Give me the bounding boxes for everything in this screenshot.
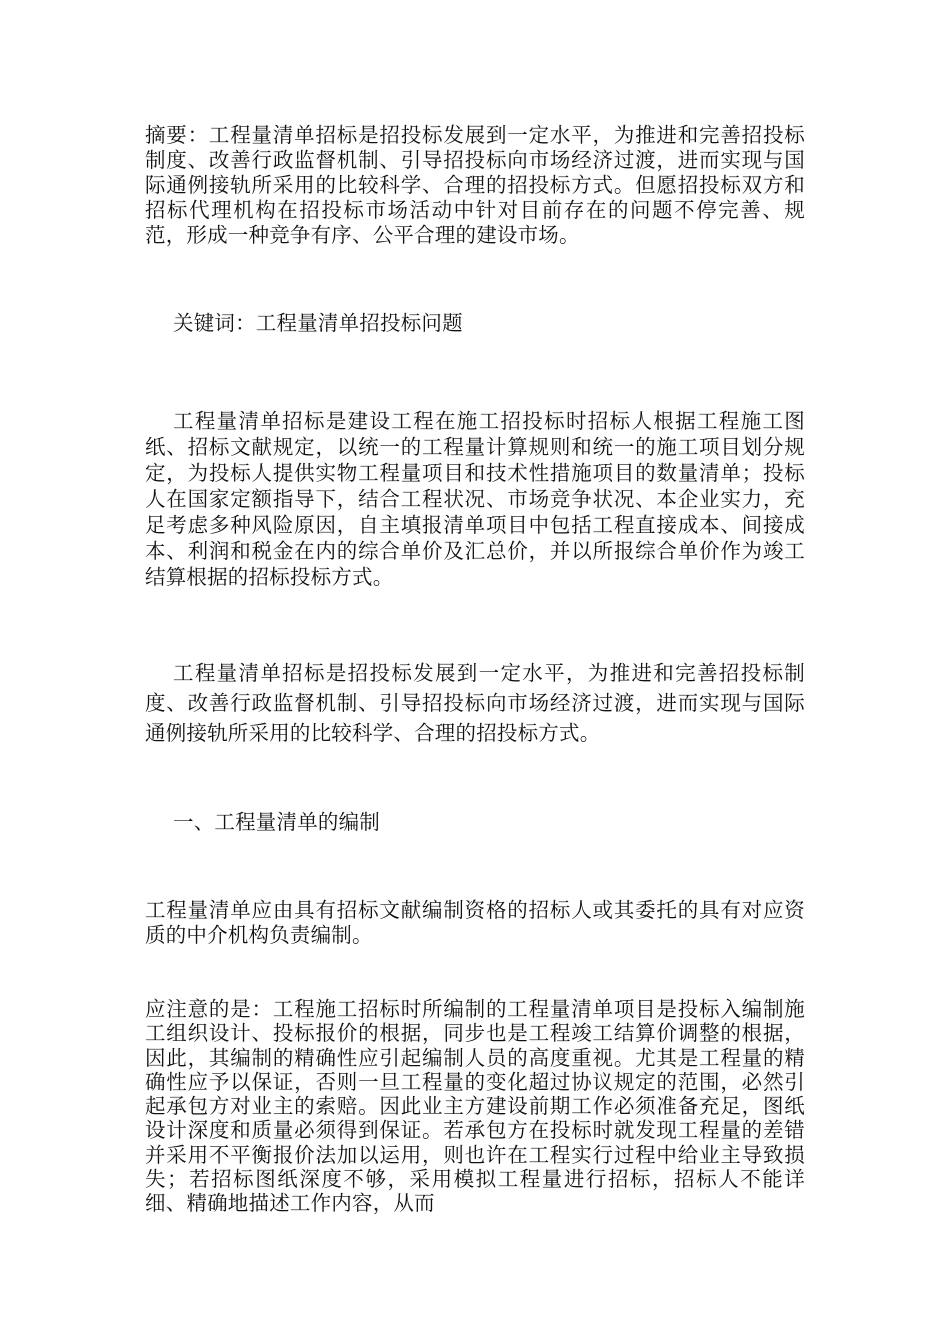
section-heading: 一、工程量清单的编制 <box>173 810 380 834</box>
notice-paragraph: 应注意的是：工程施工招标时所编制的工程量清单项目是投标入编制施工组织设计、投标报价的根据，同步也是工程竣工结算价调整的根据，因此，其编制的精确性应引起编制人员的高度重视。尤其是工程量的精确性应予以保证，否则一旦工程量的变化超过协议规定的范围，必然引起承包方对业主的索赔。因此业主方建设前期工作必须准备充足，图纸设计深度和质量必须得到保证。若承包方在投标时就发现工程量的差错并采用不平衡报价法加以运用，则也许在工程实行过程中给业主导致损失；若招标图纸深度不够，采用模拟工程量进行招标，招标人不能详细、精确地描述工作内容，从而 <box>145 997 805 1216</box>
preparer-paragraph: 工程量清单应由具有招标文献编制资格的招标人或其委托的具有对应资质的中介机构负责编制。 <box>145 898 805 947</box>
purpose-paragraph: 工程量清单招标是招投标发展到一定水平，为推进和完善招投标制度、改善行政监督机制、引导招投标向市场经济过渡，进而实现与国际通例接轨所采用的比较科学、合理的招投标方式。 <box>145 661 805 745</box>
abstract-paragraph: 摘要：工程量清单招标是招投标发展到一定水平，为推进和完善招投标制度、改善行政监督机制、引导招投标向市场经济过渡，进而实现与国际通例接轨所采用的比较科学、合理的招投标方式。但愿招投标双方和招标代理机构在招投标市场活动中针对目前存在的问题不停完善、规范，形成一种竞争有序、公平合理的建设市场。 <box>145 123 805 247</box>
keywords-line: 关键词：工程量清单招投标问题 <box>173 311 463 335</box>
definition-paragraph: 工程量清单招标是建设工程在施工招投标时招标人根据工程施工图纸、招标文献规定，以统一的工程量计算规则和统一的施工项目划分规定，为投标人提供实物工程量项目和技术性措施项目的数量清单；投标人在国家定额指导下，结合工程状况、市场竞争状况、本企业实力，充足考虑多种风险原因，自主填报清单项目中包括工程直接成本、间接成本、利润和税金在内的综合单价及汇总价，并以所报综合单价作为竣工结算根据的招标投标方式。 <box>145 409 805 589</box>
